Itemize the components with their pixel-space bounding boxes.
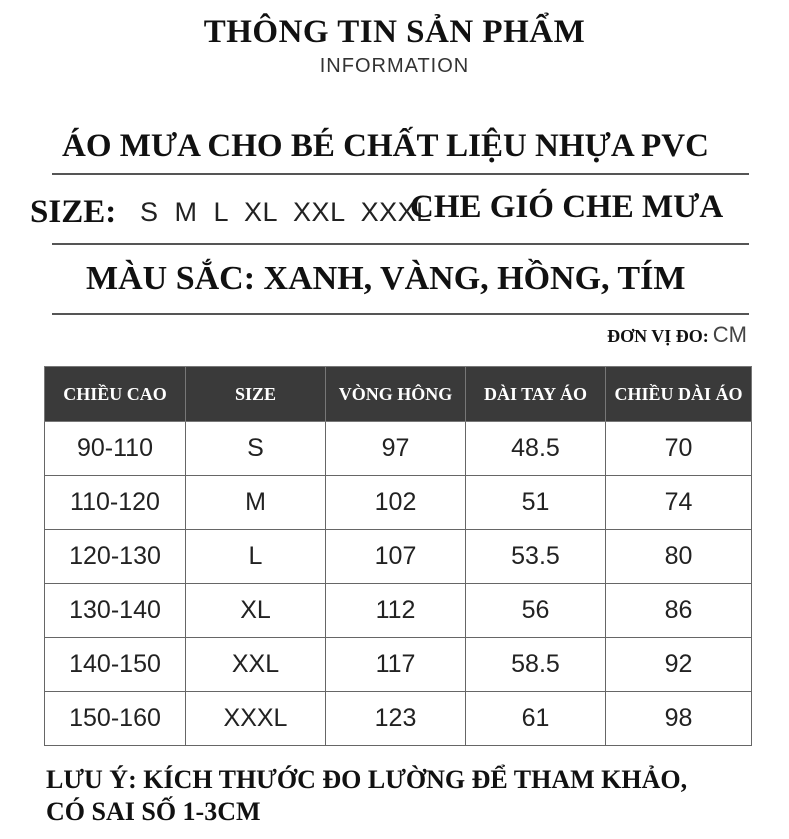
page-title: THÔNG TIN SẢN PHẨM	[203, 14, 586, 50]
size-chart-table	[44, 366, 752, 746]
table-cell: 140-150	[45, 638, 186, 692]
divider	[52, 313, 749, 315]
table-row	[45, 530, 752, 584]
table-cell: 130-140	[45, 584, 186, 638]
table-cell: 58.5	[466, 638, 606, 692]
table-cell: 123	[326, 692, 466, 746]
unit-label: ĐƠN VỊ ĐO:	[607, 326, 709, 346]
unit-value: CM	[712, 322, 747, 347]
product-colors: MÀU SẮC: XANH, VÀNG, HỒNG, TÍM	[86, 260, 686, 297]
table-cell: 61	[466, 692, 606, 746]
divider	[52, 173, 749, 175]
table-cell: 98	[606, 692, 752, 746]
column-header: DÀI TAY ÁO	[466, 367, 606, 422]
table-cell: 48.5	[466, 422, 606, 476]
table-cell: 117	[326, 638, 466, 692]
table-cell: 92	[606, 638, 752, 692]
table-cell: 56	[466, 584, 606, 638]
table-cell: XXL	[186, 638, 326, 692]
product-slogan: CHE GIÓ CHE MƯA	[410, 189, 724, 225]
table-cell: 51	[466, 476, 606, 530]
table-row	[45, 476, 752, 530]
table-cell: 110-120	[45, 476, 186, 530]
table-cell: 107	[326, 530, 466, 584]
table-header-row	[45, 367, 752, 422]
divider	[52, 243, 749, 245]
table-cell: 70	[606, 422, 752, 476]
table-row	[45, 692, 752, 746]
table-cell: 90-110	[45, 422, 186, 476]
table-cell: L	[186, 530, 326, 584]
table-cell: 120-130	[45, 530, 186, 584]
column-header: VÒNG HÔNG	[326, 367, 466, 422]
size-label: SIZE:	[30, 194, 117, 230]
product-name: ÁO MƯA CHO BÉ CHẤT LIỆU NHỰA PVC	[62, 128, 709, 164]
size-list: S M L XL XXL XXXL	[140, 197, 432, 227]
column-header: SIZE	[186, 367, 326, 422]
table-cell: M	[186, 476, 326, 530]
unit-row	[607, 322, 747, 348]
table-row	[45, 422, 752, 476]
note-line: CÓ SAI SỐ 1-3CM	[46, 797, 261, 826]
column-header: CHIỀU CAO	[45, 367, 186, 422]
note-line: LƯU Ý: KÍCH THƯỚC ĐO LƯỜNG ĐỂ THAM KHẢO,	[46, 765, 688, 794]
table-cell: 74	[606, 476, 752, 530]
table-row	[45, 584, 752, 638]
table-cell: 53.5	[466, 530, 606, 584]
measurement-note	[46, 764, 687, 828]
table-row	[45, 638, 752, 692]
column-header: CHIỀU DÀI ÁO	[606, 367, 752, 422]
table-cell: 86	[606, 584, 752, 638]
table-cell: S	[186, 422, 326, 476]
table-cell: 80	[606, 530, 752, 584]
table-cell: 112	[326, 584, 466, 638]
table-cell: 97	[326, 422, 466, 476]
table-cell: XL	[186, 584, 326, 638]
table-cell: 150-160	[45, 692, 186, 746]
page-subtitle: INFORMATION	[319, 55, 470, 77]
table-cell: XXXL	[186, 692, 326, 746]
table-cell: 102	[326, 476, 466, 530]
